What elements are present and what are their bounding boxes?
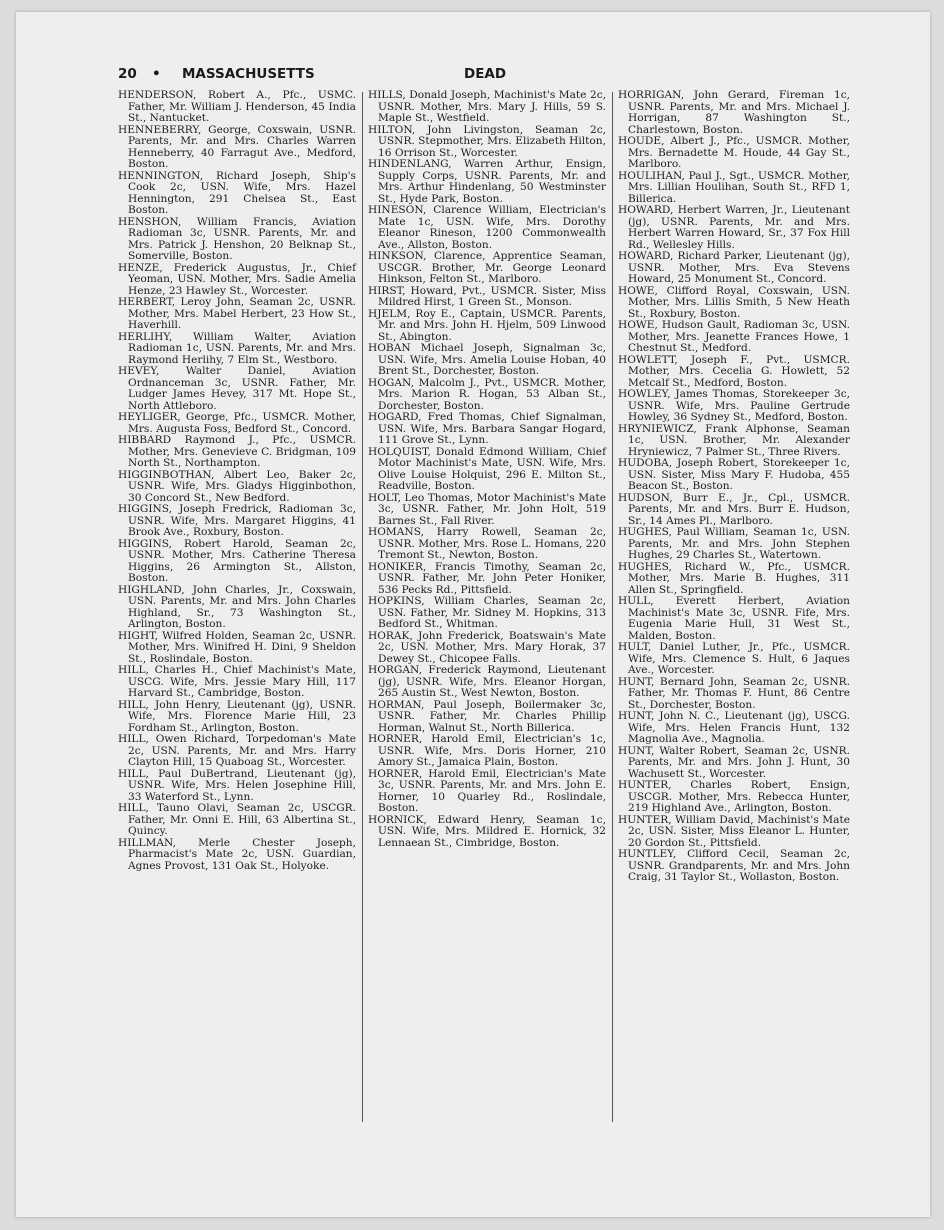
casualty-entry: HILLMAN, Merle Chester Joseph, Pharmacist's Mate 2c, USN. Guardian, Agnes Provost, 131 Oak St., Holyoke. xyxy=(118,836,356,872)
casualty-entry: HORRIGAN, John Gerard, Fireman 1c, USNR. Parents, Mr. and Mrs. Michael J. Horrigan, 87 Washington St., Charlestown, Boston. xyxy=(618,89,850,136)
page-header xyxy=(118,66,848,84)
casualty-entry: HILL, John Henry, Lieutenant (jg), USNR. Wife, Mrs. Florence Marie Hill, 23 Fordham St., Arlington, Boston. xyxy=(118,698,356,734)
column-divider xyxy=(362,92,363,1122)
column-divider xyxy=(612,92,613,1122)
casualty-entry: HUDSON, Burr E., Jr., Cpl., USMCR. Parents, Mr. and Mrs. Burr E. Hudson, Sr., 14 Ames Pl., Marlboro. xyxy=(618,491,850,527)
casualty-entry: HUGHES, Richard W., Pfc., USMCR. Mother, Mrs. Marie B. Hughes, 311 Allen St., Springfield. xyxy=(618,560,850,596)
casualty-entry: HUNTLEY, Clifford Cecil, Seaman 2c, USNR. Grandparents, Mr. and Mrs. John Craig, 31 Taylor St., Wollaston, Boston. xyxy=(618,848,850,883)
header-bullet: • xyxy=(152,66,161,82)
casualty-entry: HERLIHY, William Walter, Aviation Radioman 1c, USN. Parents, Mr. and Mrs. Raymond Herlihy, 7 Elm St., Westboro. xyxy=(118,330,356,366)
column-2 xyxy=(368,90,606,849)
casualty-entry: HIBBARD Raymond J., Pfc., USMCR. Mother, Mrs. Genevieve C. Bridgman, 109 North St., Northampton. xyxy=(118,434,356,469)
casualty-entry: HOMANS, Harry Rowell, Seaman 2c, USNR. Mother, Mrs. Rose L. Homans, 220 Tremont St., Newton, Boston. xyxy=(368,526,606,561)
casualty-entry: HOWLETT, Joseph F., Pvt., USMCR. Mother, Mrs. Cecelia G. Howlett, 52 Metcalf St., Medford, Boston. xyxy=(618,353,850,389)
section-title: DEAD xyxy=(464,66,507,82)
casualty-entry: HILL, Charles H., Chief Machinist's Mate, USCG. Wife, Mrs. Jessie Mary Hill, 117 Harvard St., Cambridge, Boston. xyxy=(118,664,356,699)
casualty-entry: HILL, Owen Richard, Torpedoman's Mate 2c, USN. Parents, Mr. and Mrs. Harry Clayton Hill, 15 Quaboag St., Worcester. xyxy=(118,733,356,768)
casualty-entry: HIRST, Howard, Pvt., USMCR. Sister, Miss Mildred Hirst, 1 Green St., Monson. xyxy=(368,284,606,308)
casualty-entry: HILL, Tauno Olavi, Seaman 2c, USCGR. Father, Mr. Onni E. Hill, 63 Albertina St., Quincy. xyxy=(118,802,356,837)
casualty-entry: HORAK, John Frederick, Boatswain's Mate 2c, USN. Mother, Mrs. Mary Horak, 37 Dewey St., Chicopee Falls. xyxy=(368,629,606,665)
casualty-entry: HINDENLANG, Warren Arthur, Ensign, Supply Corps, USNR. Parents, Mr. and Mrs. Arthur Hindenlang, 50 Westminster St., Hyde Park, Boston. xyxy=(368,158,606,205)
casualty-entry: HENNEBERRY, George, Coxswain, USNR. Parents, Mr. and Mrs. Charles Warren Henneberry, 40 Farragut Ave., Medford, Boston. xyxy=(118,123,356,170)
casualty-entry: HOLT, Leo Thomas, Motor Machinist's Mate 3c, USNR. Father, Mr. John Holt, 519 Barnes St., Fall River. xyxy=(368,491,606,527)
page-number: 20 xyxy=(118,66,137,82)
state-title: MASSACHUSETTS xyxy=(182,66,315,82)
casualty-entry: HUDOBA, Joseph Robert, Storekeeper 1c, USN. Sister, Miss Mary F. Hudoba, 455 Beacon St., Boston. xyxy=(618,457,850,492)
casualty-entry: HIGGINS, Joseph Fredrick, Radioman 3c, USNR. Wife, Mrs. Margaret Higgins, 41 Brook Ave., Roxbury, Boston. xyxy=(118,503,356,538)
casualty-entry: HEVEY, Walter Daniel, Aviation Ordnanceman 3c, USNR. Father, Mr. Ludger James Hevey, 317 Mt. Hope St., North Attleboro. xyxy=(118,365,356,412)
casualty-entry: HRYNIEWICZ, Frank Alphonse, Seaman 1c, USN. Brother, Mr. Alexander Hryniewicz, 7 Palmer St., Three Rivers. xyxy=(618,422,850,458)
casualty-entry: HORNER, Harold Emil, Electrician's 1c, USNR. Wife, Mrs. Doris Horner, 210 Amory St., Jamaica Plain, Boston. xyxy=(368,733,606,768)
casualty-entry: HOULIHAN, Paul J., Sgt., USMCR. Mother, Mrs. Lillian Houlihan, South St., RFD 1, Billerica. xyxy=(618,169,850,205)
casualty-entry: HULT, Daniel Luther, Jr., Pfc., USMCR. Wife, Mrs. Clemence S. Hult, 6 Jaques Ave., Worcester. xyxy=(618,641,850,676)
casualty-entry: HINKSON, Clarence, Apprentice Seaman, USCGR. Brother, Mr. George Leonard Hinkson, Felton St., Marlboro. xyxy=(368,250,606,285)
casualty-entry: HORGAN, Frederick Raymond, Lieutenant (jg), USNR. Wife, Mrs. Eleanor Horgan, 265 Austin St., West Newton, Boston. xyxy=(368,664,606,699)
casualty-entry: HONIKER, Francis Timothy, Seaman 2c, USNR. Father, Mr. John Peter Honiker, 536 Pecks Rd., Pittsfield. xyxy=(368,560,606,596)
casualty-entry: HORNER, Harold Emil, Electrician's Mate 3c, USNR. Parents, Mr. and Mrs. John E. Horner, 10 Quarley Rd., Roslindale, Boston. xyxy=(368,767,606,814)
casualty-entry: HORNICK, Edward Henry, Seaman 1c, USN. Wife, Mrs. Mildred E. Hornick, 32 Lennaean St., Cimbridge, Boston. xyxy=(368,813,606,849)
casualty-entry: HIGHT, Wilfred Holden, Seaman 2c, USNR. Mother, Mrs. Winifred H. Dini, 9 Sheldon St., Roslindale, Boston. xyxy=(118,629,356,665)
casualty-entry: HOBAN Michael Joseph, Signalman 3c, USN. Wife, Mrs. Amelia Louise Hoban, 40 Brent St., Dorchester, Boston. xyxy=(368,342,606,377)
casualty-entry: HILLS, Donald Joseph, Machinist's Mate 2c, USNR. Mother, Mrs. Mary J. Hills, 59 S. Maple St., Westfield. xyxy=(368,89,606,124)
casualty-entry: HOGARD, Fred Thomas, Chief Signalman, USN. Wife, Mrs. Barbara Sangar Hogard, 111 Grove St., Lynn. xyxy=(368,411,606,446)
casualty-entry: HINESON, Clarence William, Electrician's Mate 1c, USN. Wife, Mrs. Dorothy Eleanor Rineson, 1200 Commonwealth Ave., Allston, Boston. xyxy=(368,204,606,251)
casualty-entry: HUGHES, Paul William, Seaman 1c, USN. Parents, Mr. and Mrs. John Stephen Hughes, 29 Charles St., Watertown. xyxy=(618,526,850,561)
casualty-entry: HERBERT, Leroy John, Seaman 2c, USNR. Mother, Mrs. Mabel Herbert, 23 How St., Haverhill. xyxy=(118,296,356,331)
casualty-entry: HUNTER, William David, Machinist's Mate 2c, USN. Sister, Miss Eleanor L. Hunter, 20 Gordon St., Pittsfield. xyxy=(618,813,850,849)
casualty-entry: HOPKINS, William Charles, Seaman 2c, USN. Father, Mr. Sidney M. Hopkins, 313 Bedford St., Whitman. xyxy=(368,595,606,630)
casualty-entry: HENSHON, William Francis, Aviation Radioman 3c, USNR. Parents, Mr. and Mrs. Patrick J. Henshon, 20 Belknap St., Somerville, Boston. xyxy=(118,215,356,262)
column-3 xyxy=(618,90,850,884)
casualty-entry: HUNT, Bernard John, Seaman 2c, USNR. Father, Mr. Thomas F. Hunt, 86 Centre St., Dorchester, Boston. xyxy=(618,675,850,711)
casualty-entry: HILL, Paul DuBertrand, Lieutenant (jg), USNR. Wife, Mrs. Helen Josephine Hill, 33 Waterford St., Lynn. xyxy=(118,767,356,803)
casualty-entry: HOWE, Clifford Royal, Coxswain, USN. Mother, Mrs. Lillis Smith, 5 New Heath St., Roxbury, Boston. xyxy=(618,284,850,320)
casualty-entry: HUNTER, Charles Robert, Ensign, USCGR. Mother, Mrs. Rebecca Hunter, 219 Highland Ave., Arlington, Boston. xyxy=(618,779,850,814)
casualty-entry: HENZE, Frederick Augustus, Jr., Chief Yeoman, USN. Mother, Mrs. Sadie Amelia Henze, 23 Hawley St., Worcester. xyxy=(118,261,356,297)
casualty-entry: HULL, Everett Herbert, Aviation Machinist's Mate 3c, USNR. Fife, Mrs. Eugenia Marie Hull, 31 West St., Malden, Boston. xyxy=(618,595,850,642)
casualty-entry: HENNINGTON, Richard Joseph, Ship's Cook 2c, USN. Wife, Mrs. Hazel Hennington, 291 Chelsea St., East Boston. xyxy=(118,169,356,216)
casualty-entry: HOWARD, Herbert Warren, Jr., Lieutenant (jg), USNR. Parents, Mr. and Mrs. Herbert Warren Howard, Sr., 37 Fox Hill Rd., Wellesley Hills. xyxy=(618,204,850,251)
casualty-entry: HOWARD, Richard Parker, Lieutenant (jg), USNR. Mother, Mrs. Eva Stevens Howard, 25 Monument St., Concord. xyxy=(618,250,850,285)
column-1 xyxy=(118,90,356,872)
casualty-entry: HJELM, Roy E., Captain, USMCR. Parents, Mr. and Mrs. John H. Hjelm, 509 Linwood St., Abington. xyxy=(368,307,606,343)
casualty-entry: HOUDE, Albert J., Pfc., USMCR. Mother, Mrs. Bernadette M. Houde, 44 Gay St., Marlboro. xyxy=(618,135,850,170)
casualty-entry: HOLQUIST, Donald Edmond William, Chief Motor Machinist's Mate, USN. Wife, Mrs. Olive Louise Holquist, 296 E. Milton St., Readville, Boston. xyxy=(368,445,606,492)
casualty-entry: HILTON, John Livingston, Seaman 2c, USNR. Stepmother, Mrs. Elizabeth Hilton, 16 Orrison St., Worcester. xyxy=(368,123,606,159)
casualty-entry: HIGGINBOTHAN, Albert Leo, Baker 2c, USNR. Wife, Mrs. Gladys Higginbothon, 30 Concord St., New Bedford. xyxy=(118,468,356,504)
casualty-entry: HOWE, Hudson Gault, Radioman 3c, USN. Mother, Mrs. Jeanette Frances Howe, 1 Chestnut St., Medford. xyxy=(618,319,850,354)
casualty-entry: HUNT, Walter Robert, Seaman 2c, USNR. Parents, Mr. and Mrs. John J. Hunt, 30 Wachusett St., Worcester. xyxy=(618,744,850,780)
casualty-entry: HIGGINS, Robert Harold, Seaman 2c, USNR. Mother, Mrs. Catherine Theresa Higgins, 26 Armington St., Allston, Boston. xyxy=(118,537,356,584)
casualty-entry: HIGHLAND, John Charles, Jr., Coxswain, USN. Parents, Mr. and Mrs. John Charles Highland, Sr., 73 Washington St., Arlington, Boston. xyxy=(118,583,356,630)
casualty-entry: HEYLIGER, George, Pfc., USMCR. Mother, Mrs. Augusta Foss, Bedford St., Concord. xyxy=(118,411,356,435)
casualty-entry: HENDERSON, Robert A., Pfc., USMC. Father, Mr. William J. Henderson, 45 India St., Nantucket. xyxy=(118,89,356,124)
casualty-entry: HUNT, John N. C., Lieutenant (jg), USCG. Wife, Mrs. Helen Francis Hunt, 132 Magnolia Ave., Magnolia. xyxy=(618,710,850,745)
casualty-entry: HOWLEY, James Thomas, Storekeeper 3c, USNR. Wife, Mrs. Pauline Gertrude Howley, 36 Sydney St., Medford, Boston. xyxy=(618,388,850,423)
casualty-entry: HORMAN, Paul Joseph, Boilermaker 3c, USNR. Father, Mr. Charles Phillip Horman, Walnut St., North Billerica. xyxy=(368,698,606,734)
casualty-entry: HOGAN, Malcolm J., Pvt., USMCR. Mother, Mrs. Marion R. Hogan, 53 Alban St., Dorchester, Boston. xyxy=(368,376,606,412)
